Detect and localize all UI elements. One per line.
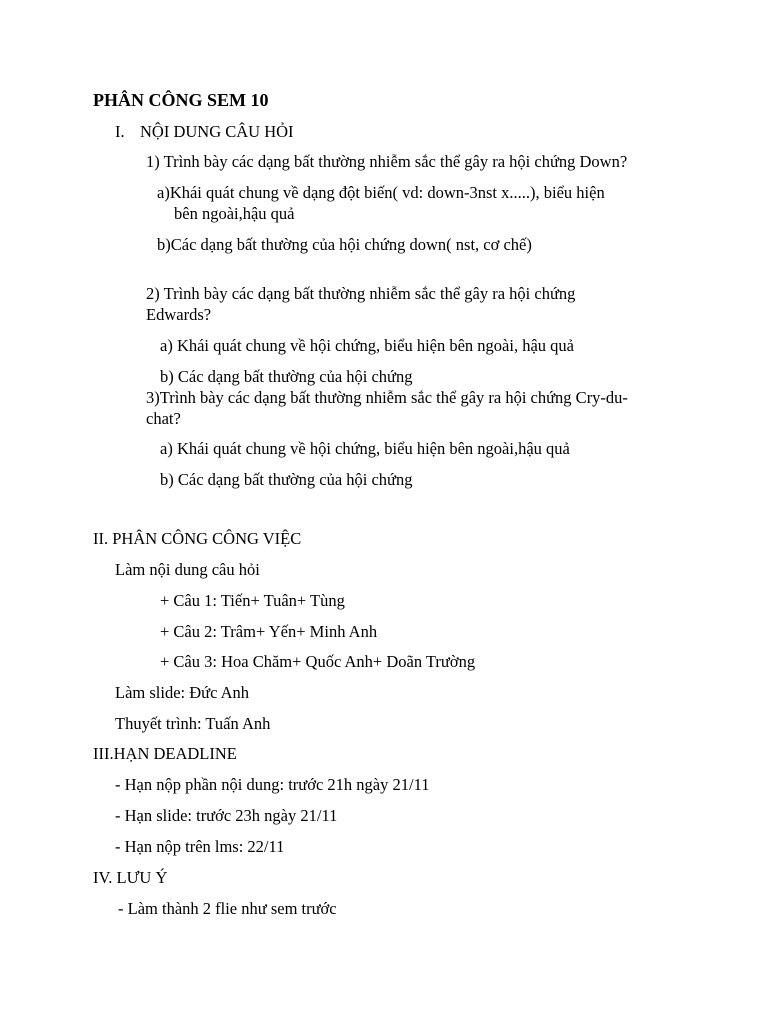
assignment-item: + Câu 3: Hoa Chăm+ Quốc Anh+ Doãn Trường <box>160 652 476 671</box>
assignment-item: + Câu 1: Tiến+ Tuân+ Tùng <box>160 591 345 610</box>
section-2-heading: II. PHÂN CÔNG CÔNG VIỆC <box>93 529 302 548</box>
section-1-heading: NỘI DUNG CÂU HỎI <box>140 122 294 141</box>
assignment-item: + Câu 2: Trâm+ Yến+ Minh Anh <box>160 622 378 641</box>
question-3-line-1: 3)Trình bày các dạng bất thường nhiễm sắc thể gây ra hội chứng Cry-du- <box>146 388 628 407</box>
note-item: - Làm thành 2 flie như sem trước <box>118 899 337 918</box>
presentation-task: Thuyết trình: Tuấn Anh <box>115 714 271 733</box>
question-1-a-line-1: a)Khái quát chung về dạng đột biến( vd: down-3nst x.....), biểu hiện <box>157 183 605 202</box>
question-2-line-1: 2) Trình bày các dạng bất thường nhiễm sắc thể gây ra hội chứng <box>146 284 576 303</box>
question-3-a: a) Khái quát chung về hội chứng, biểu hiện bên ngoài,hậu quả <box>160 439 570 458</box>
deadline-item: - Hạn nộp trên lms: 22/11 <box>115 837 285 856</box>
question-2-b: b) Các dạng bất thường của hội chứng <box>160 367 413 386</box>
section-1-number: I. <box>115 122 125 141</box>
content-task-label: Làm nội dung câu hỏi <box>115 560 260 579</box>
deadline-item: - Hạn nộp phần nội dung: trước 21h ngày 21/11 <box>115 775 430 794</box>
question-2-a: a) Khái quát chung về hội chứng, biểu hiện bên ngoài, hậu quả <box>160 336 574 355</box>
section-3-heading: III.HẠN DEADLINE <box>93 744 237 763</box>
deadline-item: - Hạn slide: trước 23h ngày 21/11 <box>115 806 338 825</box>
question-3-b: b) Các dạng bất thường của hội chứng <box>160 470 413 489</box>
question-1: 1) Trình bày các dạng bất thường nhiễm sắc thể gây ra hội chứng Down? <box>146 152 628 171</box>
section-4-heading: IV. LƯU Ý <box>93 868 168 887</box>
question-2-line-2: Edwards? <box>146 305 212 324</box>
question-3-line-2: chat? <box>146 409 181 428</box>
question-1-b: b)Các dạng bất thường của hội chứng down( nst, cơ chế) <box>157 235 532 254</box>
page-title: PHÂN CÔNG SEM 10 <box>93 90 269 110</box>
slide-task: Làm slide: Đức Anh <box>115 683 250 702</box>
question-1-a-line-2: bên ngoài,hậu quả <box>174 204 295 223</box>
